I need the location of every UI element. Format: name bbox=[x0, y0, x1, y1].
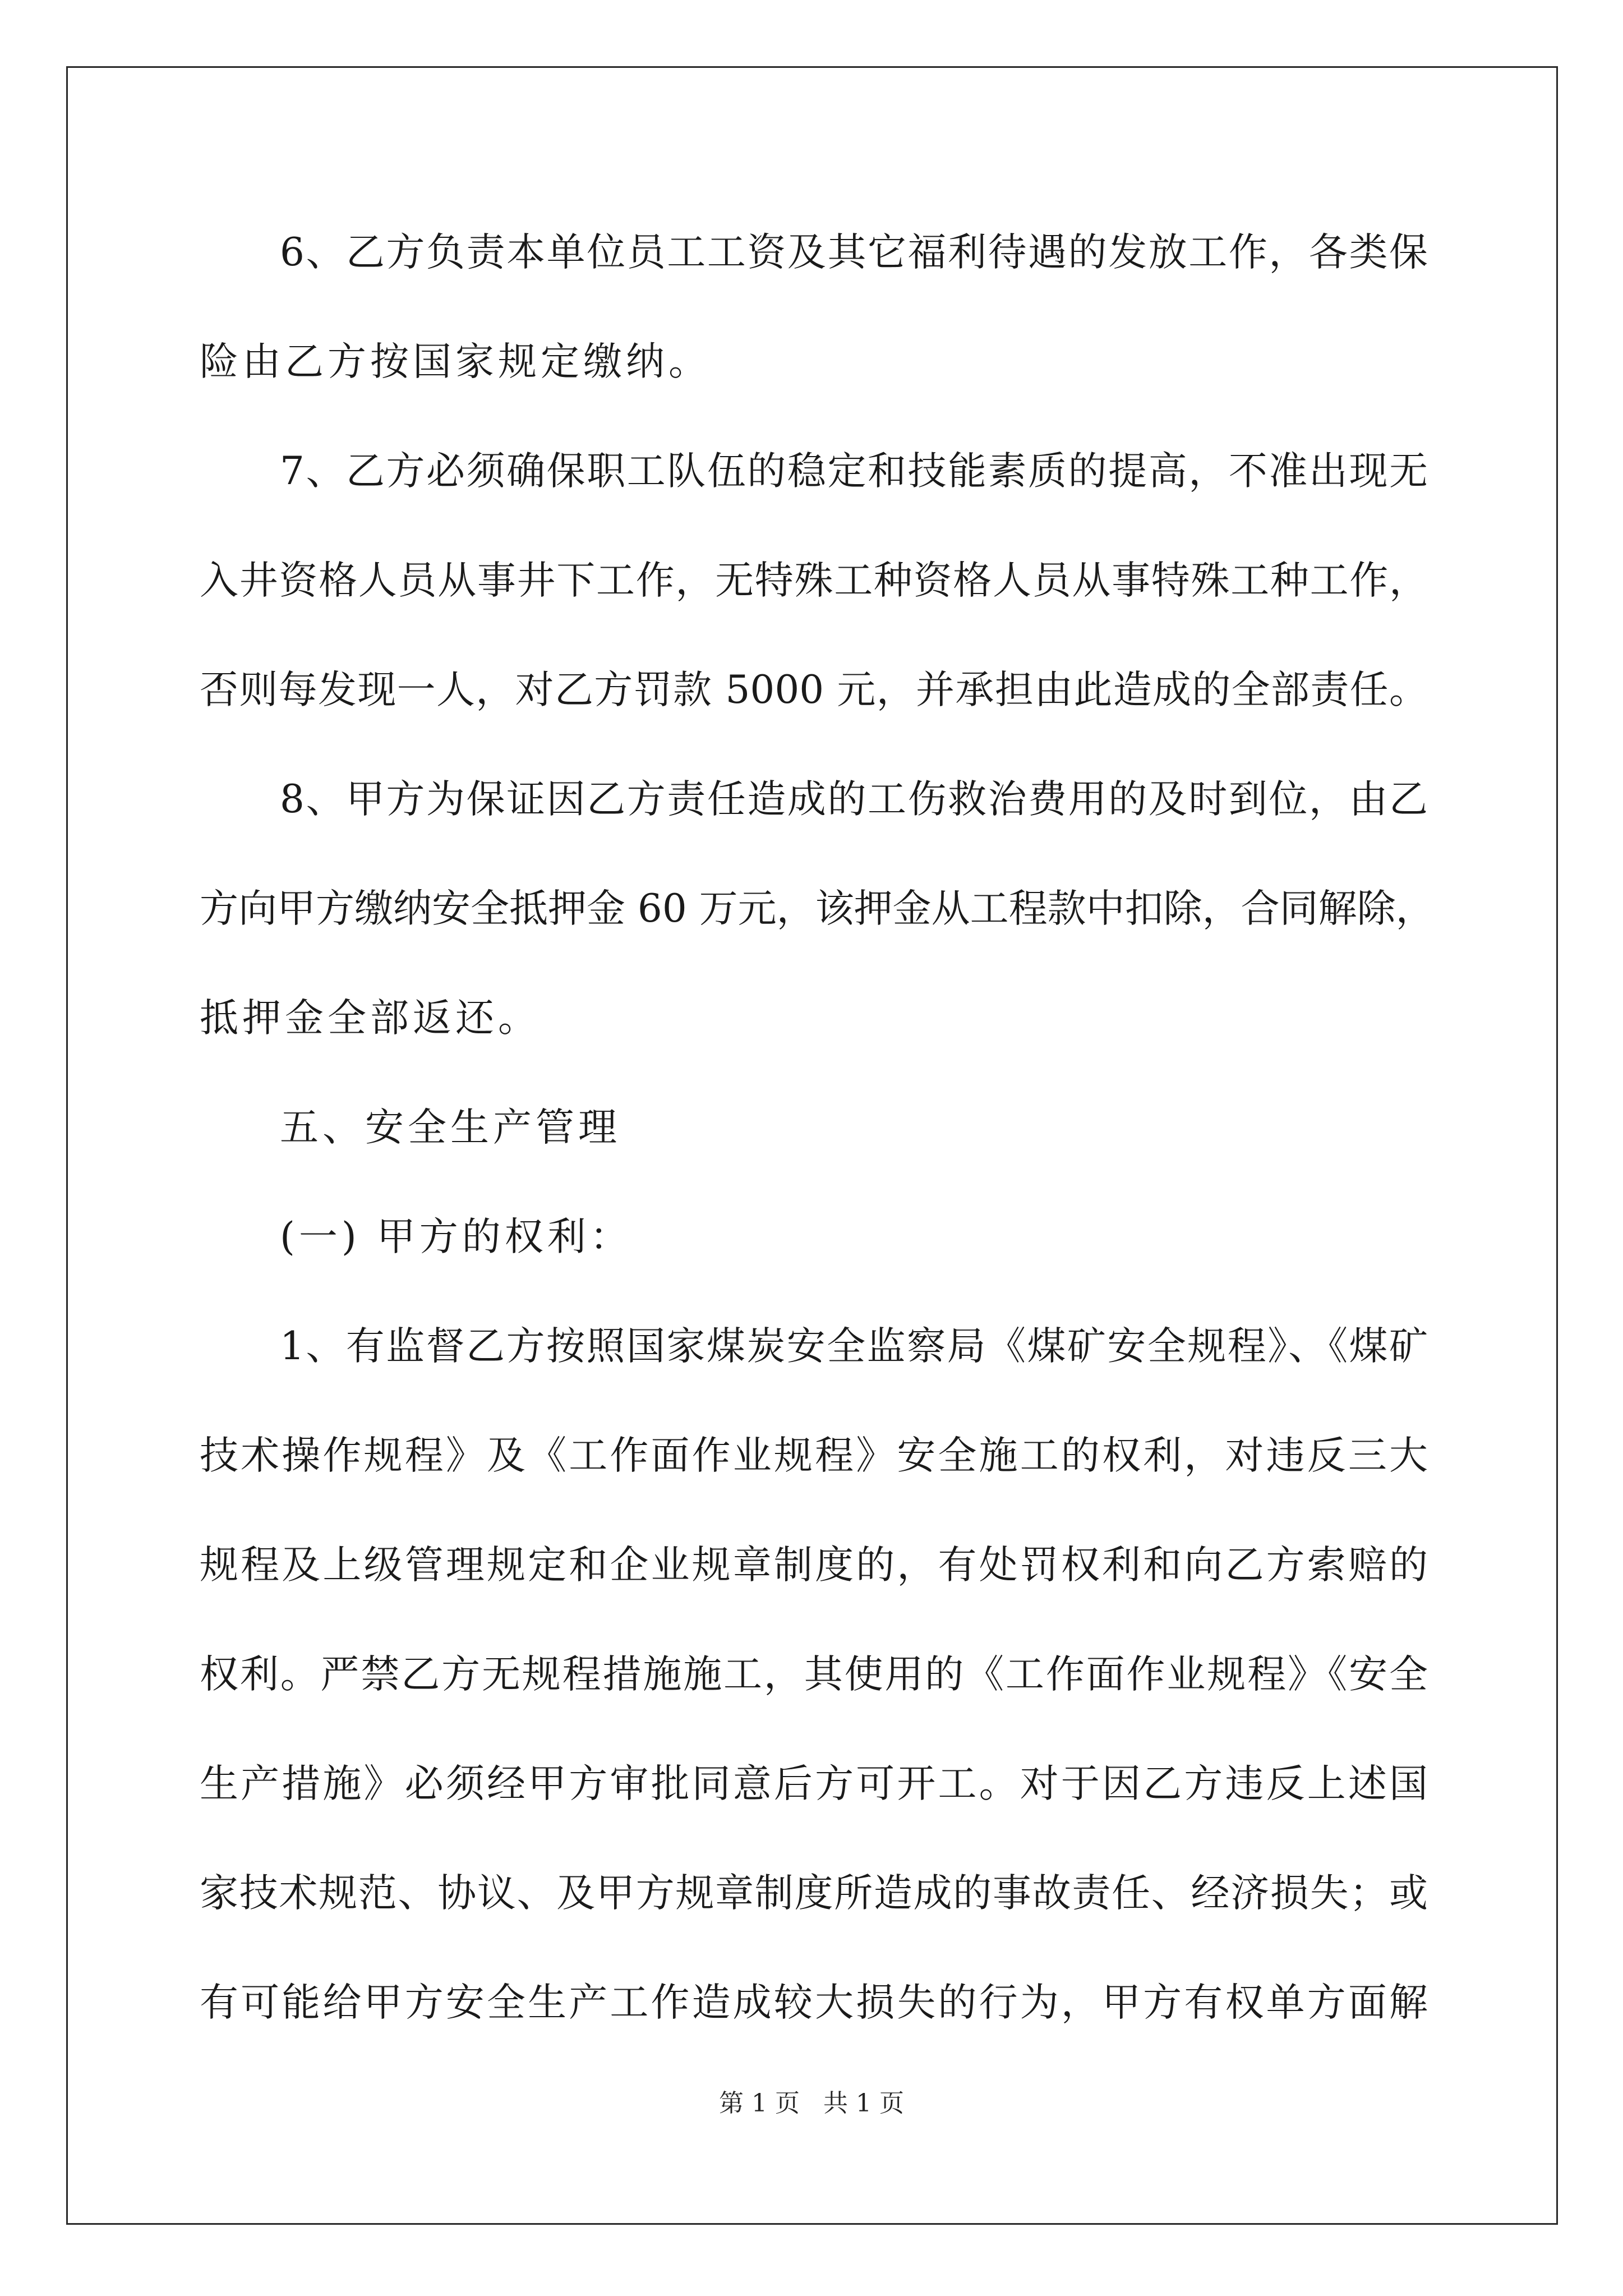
subsection-heading: (一) 甲方的权利： bbox=[280, 1214, 633, 1259]
paragraph-1-line-1: 1、有监督乙方按照国家煤炭安全监察局《煤矿安全规程》、《煤矿 bbox=[280, 1324, 1428, 1369]
paragraph-7-line-1: 7、乙方必须确保职工队伍的稳定和技能素质的提高，不准出现无 bbox=[280, 449, 1428, 494]
page-footer: 第 1 页 共 1 页 bbox=[719, 2089, 904, 2118]
paragraph-1-line-5: 生产措施》必须经甲方审批同意后方可开工。对于因乙方违反上述国 bbox=[200, 1761, 1428, 1806]
paragraph-6-line-1: 6、乙方负责本单位员工工资及其它福利待遇的发放工作，各类保 bbox=[280, 230, 1428, 275]
paragraph-8-line-3: 抵押金全部返还。 bbox=[200, 996, 541, 1041]
paragraph-1-line-4: 权利。严禁乙方无规程措施施工，其使用的《工作面作业规程》《安全 bbox=[200, 1652, 1428, 1697]
paragraph-8-line-1: 8、甲方为保证因乙方责任造成的工伤救治费用的及时到位，由乙 bbox=[280, 777, 1428, 822]
paragraph-1-line-3: 规程及上级管理规定和企业规章制度的，有处罚权利和向乙方索赔的 bbox=[200, 1543, 1428, 1588]
paragraph-8-line-2: 方向甲方缴纳安全抵押金 60 万元，该押金从工程款中扣除，合同解除， bbox=[200, 886, 1435, 931]
paragraph-1-line-2: 技术操作规程》及《工作面作业规程》安全施工的权利，对违反三大 bbox=[200, 1433, 1428, 1478]
section-heading: 五、安全生产管理 bbox=[280, 1105, 621, 1150]
paragraph-7-line-3: 否则每发现一人，对乙方罚款 5000 元，并承担由此造成的全部责任。 bbox=[200, 668, 1428, 712]
paragraph-7-line-2: 入井资格人员从事井下工作，无特殊工种资格人员从事特殊工种工作， bbox=[200, 558, 1428, 603]
paragraph-6-line-2: 险由乙方按国家规定缴纳。 bbox=[200, 339, 711, 384]
paragraph-1-line-6: 家技术规范、协议、及甲方规章制度所造成的事故责任、经济损失；或 bbox=[200, 1871, 1428, 1916]
paragraph-1-line-7: 有可能给甲方安全生产工作造成较大损失的行为，甲方有权单方面解 bbox=[200, 1980, 1428, 2025]
